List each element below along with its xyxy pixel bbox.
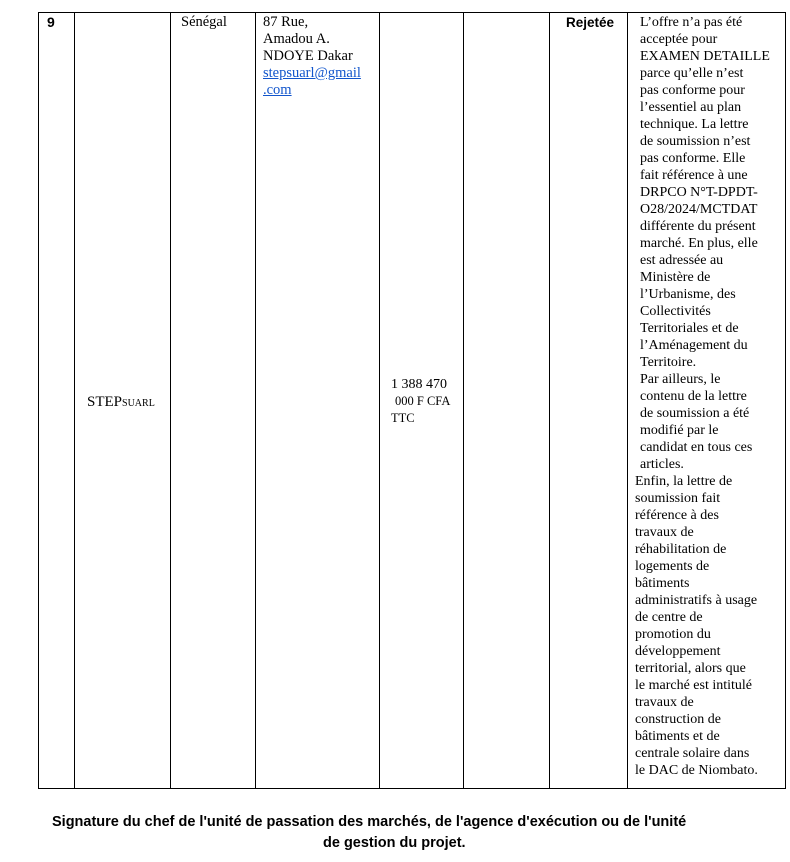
- company-name-suffix: SUARL: [122, 398, 155, 409]
- amount-line: 1 388 470: [391, 377, 447, 392]
- offer-amount: [391, 376, 463, 427]
- column-divider: [463, 12, 464, 789]
- company-country: Sénégal: [181, 14, 227, 30]
- company-name-main: STEP: [87, 394, 123, 410]
- status-text: Rejetée: [566, 15, 615, 30]
- signature-line: de gestion du projet.: [323, 835, 466, 851]
- column-divider: [170, 12, 171, 789]
- observation-paragraph: Enfin, la lettre de soumission fait référence à des travaux de réhabilitation de logements de bâtiments administratifs à usage de centre de promotion du développement territorial, alors que le marché est intitulé travaux de construction de bâtiments et de centrale solaire dans le DAC de Niombato.: [635, 474, 758, 778]
- column-divider: [255, 12, 256, 789]
- column-divider: [74, 12, 75, 789]
- observation-paragraph: Par ailleurs, le contenu de la lettre de soumission a été modifié par le candidat en tous ces articles.: [640, 372, 753, 472]
- observations: [635, 14, 783, 779]
- address-line: Amadou A.: [263, 31, 330, 47]
- company-address: [263, 14, 375, 99]
- company-email-link[interactable]: stepsuarl@gmail .com: [263, 65, 361, 98]
- column-divider: [627, 12, 628, 789]
- address-line: 87 Rue,: [263, 14, 309, 30]
- column-divider: [549, 12, 550, 789]
- address-line: NDOYE Dakar: [263, 48, 353, 64]
- row-number: 9: [47, 14, 55, 30]
- observation-paragraph: L’offre n’a pas été acceptée pour EXAMEN DETAILLE parce qu’elle n’est pas conforme pour l’essentiel au plan technique. La lettre de soumission n’est pas conforme. Elle fait référence à une DRPCO N°T-DPDT- O28/2024/MCTDAT différente du présent marché. En plus, elle est adressée au Ministère de l’Urbanisme, des Collectivités Territoriales et de l’Aménagement du Territoire.: [640, 15, 770, 370]
- signature-line: Signature du chef de l'unité de passation des marchés, de l'agence d'exécution ou de l'unité: [52, 814, 687, 830]
- company-name: [87, 394, 155, 412]
- amount-line: TTC: [391, 411, 415, 425]
- amount-line: 000 F CFA: [395, 394, 451, 408]
- column-divider: [379, 12, 380, 789]
